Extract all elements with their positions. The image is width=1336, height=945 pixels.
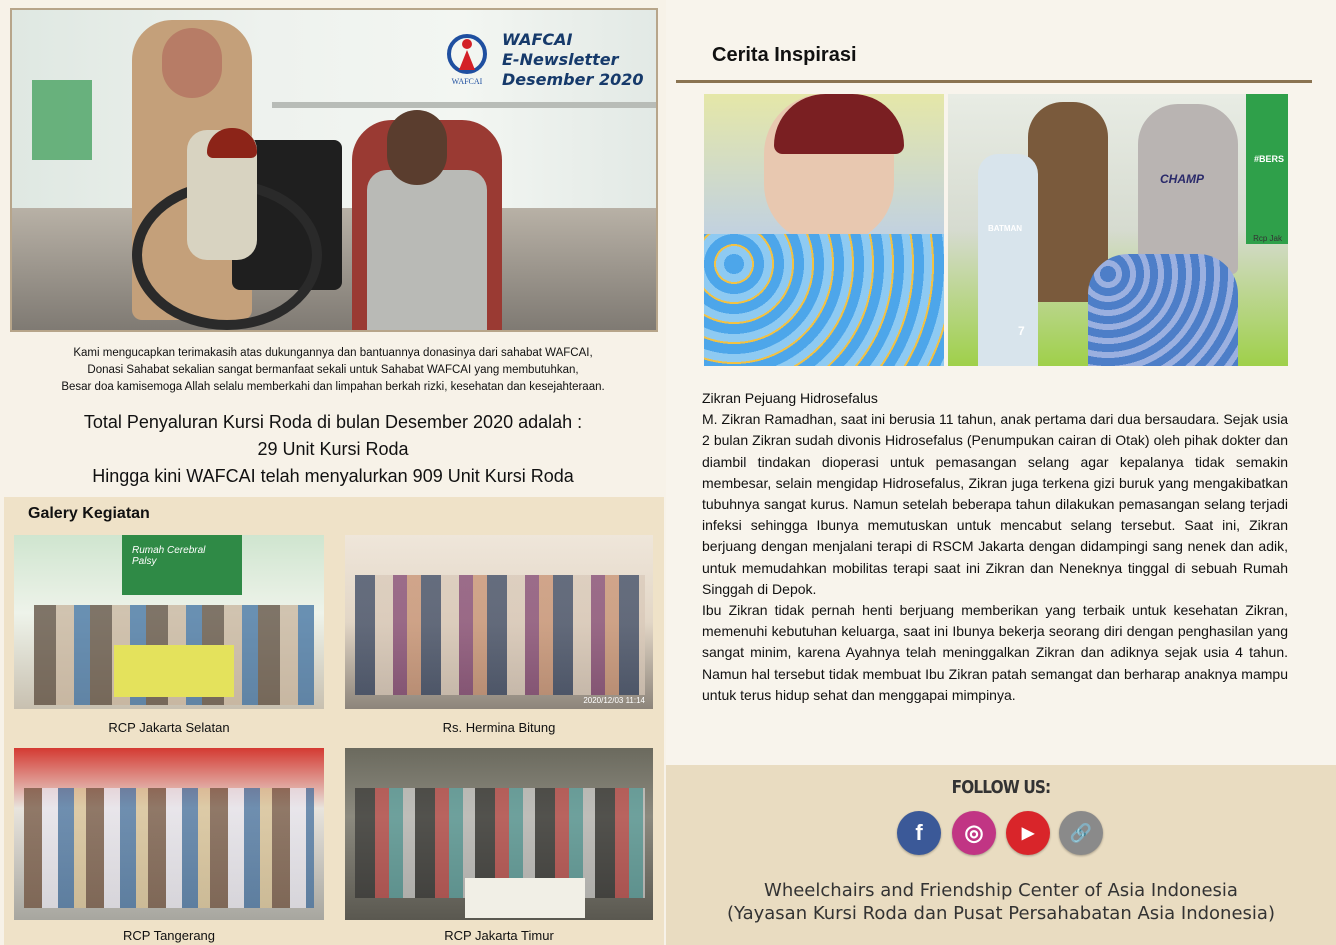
wafcai-logo: [437, 32, 497, 87]
youtube-icon[interactable]: ▶: [1006, 811, 1050, 855]
distribution-summary: Total Penyaluran Kursi Roda di bulan Desember 2020 adalah : 29 Unit Kursi Roda Hingga kini WAFCAI telah menyalurkan 909 Unit Kursi Roda: [83, 412, 583, 486]
story-title: Zikran Pejuang Hidrosefalus: [702, 390, 878, 406]
left-column: [0, 0, 666, 945]
story-photo-family: #BERS Rcp Jak CHAMP BATMAN 7: [948, 94, 1288, 366]
footer: [666, 765, 1336, 945]
inspiration-story: [702, 388, 1288, 706]
activity-gallery: [4, 497, 664, 945]
hero-photo: [10, 8, 658, 332]
organization-name: Wheelchairs and Friendship Center of Asia Indonesia (Yayasan Kursi Roda dan Pusat Persahabatan Asia Indonesia): [727, 880, 1275, 924]
thank-you-message: Kami mengucapkan terimakasih atas dukungannya dan bantuannya donasinya dari sahabat WAFCAI, Donasi Sahabat sekalian sangat bermanfaat sekali untuk Sahabat WAFCAI yang membutuhkan, Besar doa kamisemoga Allah selalu memberkahi dan limpahan berkah rizki, kesehatan dan kesejahteraan.: [61, 347, 605, 393]
gallery-caption: Rs. Hermina Bitung: [442, 720, 556, 735]
newsletter-title: WAFCAI E-Newsletter Desember 2020: [502, 30, 644, 89]
gallery-photo-hermina-bitung: 2020/12/03 11:14: [345, 535, 653, 709]
gallery-caption: RCP Jakarta Selatan: [108, 720, 230, 735]
gallery-photo-jakarta-selatan: Rumah Cerebral Palsy: [14, 535, 324, 709]
follow-us-label: FOLLOW US:: [951, 777, 1051, 798]
section-heading: Cerita Inspirasi: [712, 44, 857, 66]
gallery-title: Galery Kegiatan: [28, 505, 150, 522]
gallery-caption: RCP Jakarta Timur: [444, 928, 554, 943]
story-paragraph: M. Zikran Ramadhan, saat ini berusia 11 tahun, anak pertama dari dua bersaudara. Sejak usia 2 bulan Zikran sudah divonis Hidrosefalus (Penumpukan cairan di Otak) oleh pihak dokter dan diambil tindakan dioperasi untuk pemasangan selang agar kepalanya tidak semakin membesar, selain mengidap Hidrosefalus, Zikran juga terkena gizi buruk yang mengakibatkan tubuhnya sangat kurus. Namun setelah beberapa tahun dilakukan pemasangan selang terjadi infeksi sehingga Ibunya memutuskan untuk mencabut selang tersebut. Saat ini, Zikran berjuang dengan menjalani terapi di RSCM Jakarta dengan didampingi sang nenek dan adik, untuk memudahkan mobilitas terapi saat ini Zikran dan Neneknya tinggal di sebuah Rumah Singgah di Depok.: [702, 411, 1288, 597]
right-column: [666, 0, 1336, 945]
gallery-caption: RCP Tangerang: [122, 928, 216, 943]
story-photo: [704, 94, 1288, 366]
svg-text:WAFCAI: WAFCAI: [451, 77, 483, 86]
heading-divider: [676, 80, 1312, 83]
facebook-icon[interactable]: f: [897, 811, 941, 855]
gallery-photo-tangerang: [14, 748, 324, 920]
instagram-icon[interactable]: ◎: [952, 811, 996, 855]
gallery-photo-jakarta-timur: [345, 748, 653, 920]
story-paragraph: Ibu Zikran tidak pernah henti berjuang memberikan yang terbaik untuk kesehatan Zikran, memenuhi kebutuhan keluarga, saat ini Ibunya bekerja seorang diri dengan penghasilan yang sangat minim, karena Ayahnya telah meninggalkan Zikran dan adiknya sejak usia 4 tahun. Namun hal tersebut tidak membuat Ibu Zikran patah semangat dan berharap anaknya mampu untuk terus hidup sehat dan menggapai mimpinya.: [702, 602, 1288, 703]
link-icon[interactable]: 🔗: [1059, 811, 1103, 855]
story-photo-zikran: [704, 94, 944, 366]
